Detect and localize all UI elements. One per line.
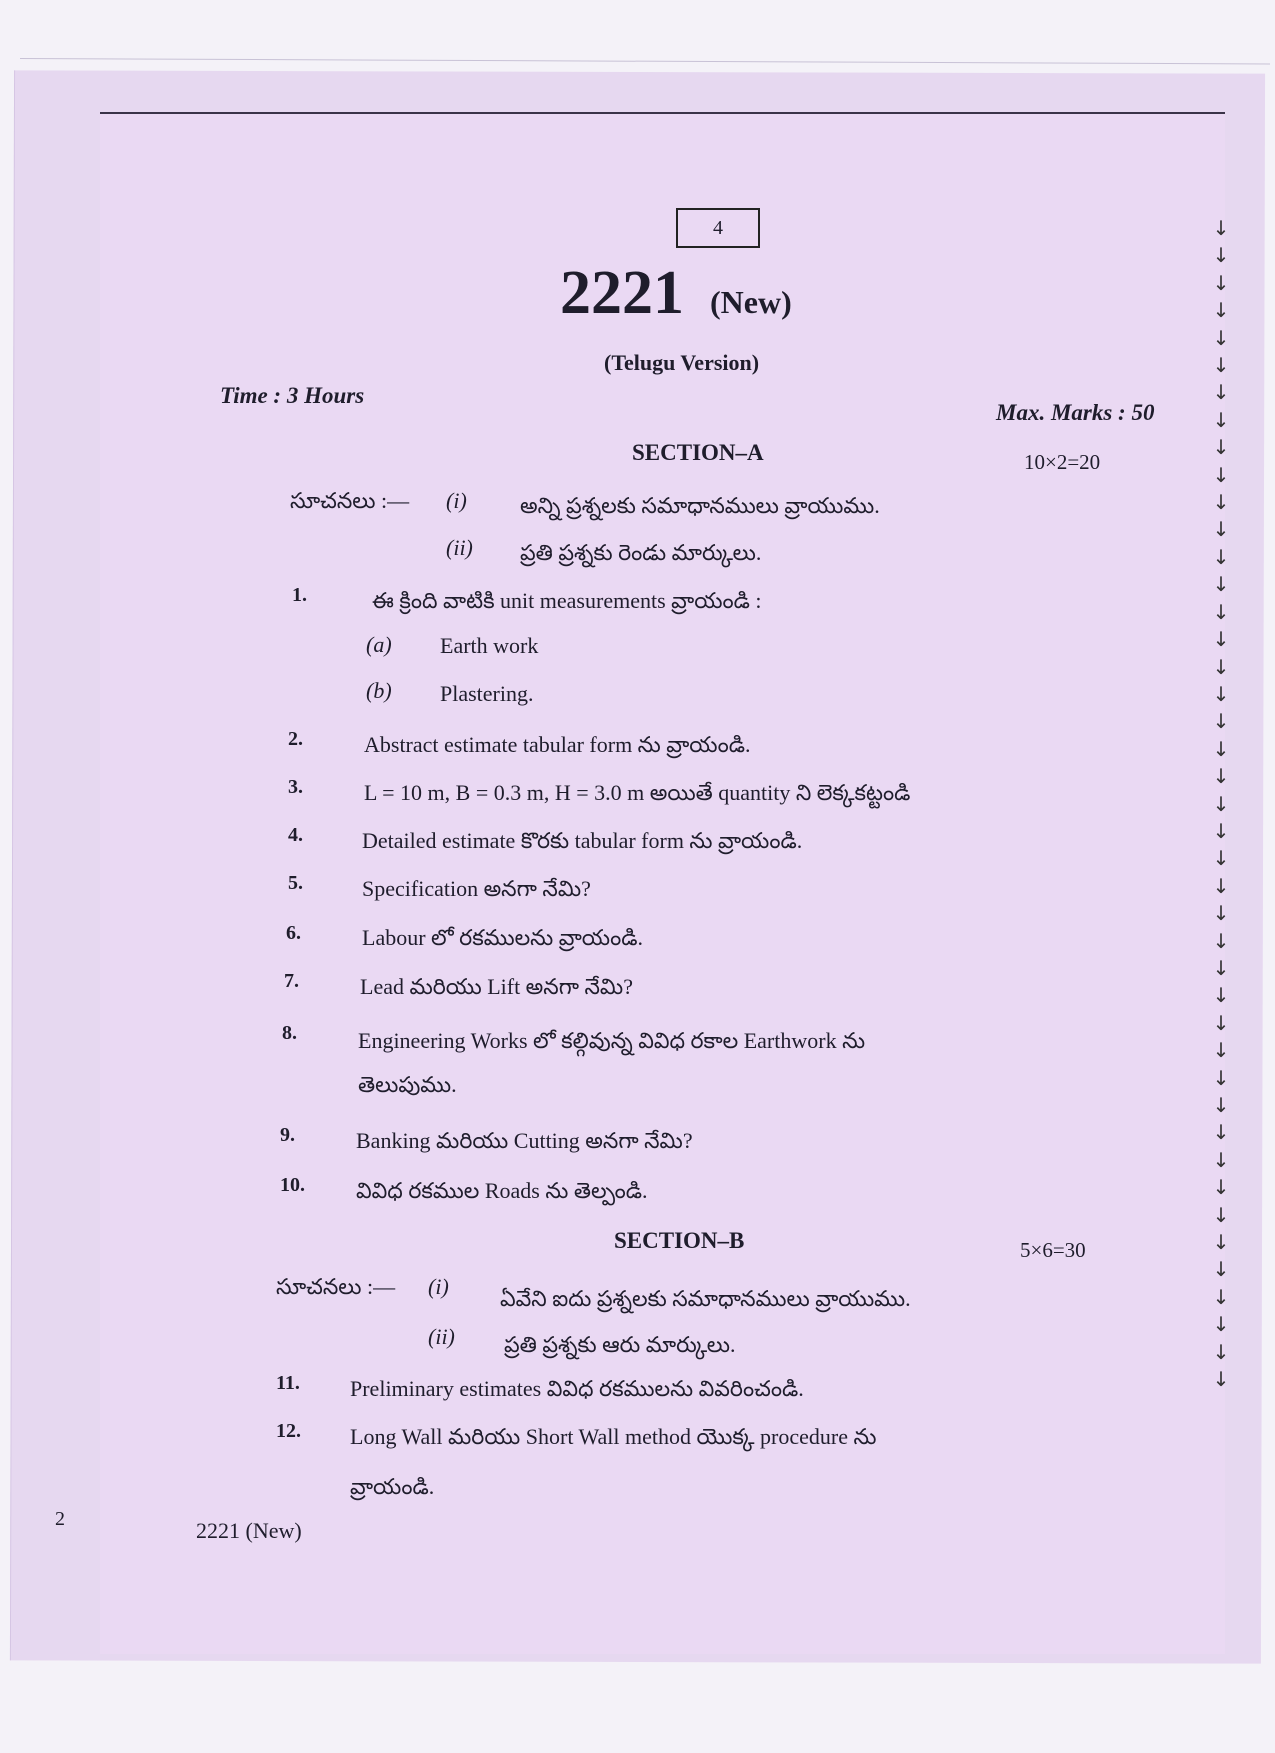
question-number: 6. — [286, 922, 301, 944]
down-arrow-icon: ↓ — [1212, 353, 1230, 378]
down-arrow-icon: ↓ — [1212, 846, 1230, 871]
instruction-text: అన్ని ప్రశ్నలకు సమాధానములు వ్రాయుము. — [520, 493, 880, 518]
question-text-continued: వ్రాయండి. — [350, 1474, 435, 1499]
question-text: Specification అనగా నేమి? — [362, 876, 591, 901]
down-arrow-icon: ↓ — [1212, 764, 1230, 789]
down-arrow-icon: ↓ — [1212, 407, 1230, 432]
time-label: Time : 3 Hours — [220, 383, 365, 408]
down-arrow-icon: ↓ — [1212, 216, 1230, 240]
question-text-continued: తెలుపుము. — [358, 1072, 457, 1097]
instruction-text: ప్రతి ప్రశ్నకు రెండు మార్కులు. — [520, 540, 762, 565]
scan-top-edge — [20, 58, 1270, 64]
down-arrow-icon: ↓ — [1212, 572, 1230, 597]
down-arrow-icon: ↓ — [1212, 983, 1230, 1008]
down-arrow-icon: ↓ — [1212, 270, 1230, 295]
question-number: 4. — [288, 824, 303, 846]
instruction-number: (ii) — [446, 535, 473, 560]
question-paper-page — [100, 112, 1225, 1654]
question-text: Detailed estimate కొరకు tabular form ను వ్రాయండి. — [362, 828, 803, 853]
down-arrow-icon: ↓ — [1212, 681, 1230, 706]
down-arrow-icon: ↓ — [1212, 517, 1230, 542]
down-arrow-icon: ↓ — [1212, 1175, 1230, 1200]
down-arrow-icon: ↓ — [1212, 736, 1230, 761]
down-arrow-icon: ↓ — [1212, 298, 1230, 323]
section-a-title: SECTION–A — [632, 440, 764, 465]
down-arrow-icon: ↓ — [1212, 709, 1230, 734]
paper-code: 2221 — [560, 259, 684, 327]
down-arrow-icon: ↓ — [1212, 544, 1230, 569]
footer-paper-code: 2221 (New) — [196, 1518, 302, 1543]
down-arrow-icon: ↓ — [1212, 654, 1230, 679]
down-arrow-icon: ↓ — [1212, 1257, 1230, 1282]
question-number: 5. — [288, 872, 303, 894]
instruction-text: ప్రతి ప్రశ్నకు ఆరు మార్కులు. — [504, 1332, 736, 1357]
down-arrow-icon: ↓ — [1212, 1339, 1230, 1364]
down-arrow-icon: ↓ — [1212, 435, 1230, 460]
question-number: 10. — [280, 1174, 305, 1196]
down-arrow-icon: ↓ — [1212, 1230, 1230, 1255]
version-label: (Telugu Version) — [604, 350, 760, 375]
question-text: L = 10 m, B = 0.3 m, H = 3.0 m అయితే quantity ని లెక్కకట్టండి — [364, 780, 911, 805]
down-arrow-icon: ↓ — [1212, 873, 1230, 898]
sub-question-number: (b) — [366, 678, 392, 703]
question-number: 3. — [288, 776, 303, 798]
question-text: Abstract estimate tabular form ను వ్రాయండి. — [364, 732, 751, 757]
section-b-marks: 5×6=30 — [1020, 1238, 1086, 1262]
down-arrow-icon: ↓ — [1212, 1202, 1230, 1227]
margin-arrow-column — [1210, 215, 1232, 1393]
instruction-text: ఏవేని ఐదు ప్రశ్నలకు సమాధానములు వ్రాయుము. — [500, 1286, 911, 1311]
question-number: 11. — [276, 1372, 300, 1394]
paper-code-suffix: (New) — [710, 284, 792, 320]
footer-page-number: 2 — [55, 1508, 65, 1530]
down-arrow-icon: ↓ — [1212, 1038, 1230, 1063]
down-arrow-icon: ↓ — [1212, 928, 1230, 953]
question-text: Banking మరియు Cutting అనగా నేమి? — [356, 1128, 693, 1153]
max-marks-label: Max. Marks : 50 — [996, 400, 1155, 425]
question-text: Preliminary estimates వివిధ రకములను వివరించండి. — [350, 1376, 804, 1401]
down-arrow-icon: ↓ — [1212, 1312, 1230, 1337]
instruction-number: (i) — [428, 1274, 449, 1299]
question-number: 1. — [292, 584, 307, 606]
down-arrow-icon: ↓ — [1212, 325, 1230, 350]
down-arrow-icon: ↓ — [1212, 243, 1230, 268]
down-arrow-icon: ↓ — [1212, 1284, 1230, 1309]
down-arrow-icon: ↓ — [1212, 818, 1230, 843]
question-text: వివిధ రకముల Roads ను తెల్పండి. — [356, 1178, 648, 1203]
down-arrow-icon: ↓ — [1212, 901, 1230, 926]
question-text: Engineering Works లో కల్గివున్న వివిధ రకాల Earthwork ను — [358, 1028, 866, 1053]
question-text: Long Wall మరియు Short Wall method యొక్క procedure ను — [350, 1424, 877, 1449]
sub-question-text: Earth work — [440, 633, 539, 658]
section-b-instruction-label: సూచనలు :— — [276, 1274, 396, 1299]
sub-question-number: (a) — [366, 632, 392, 657]
down-arrow-icon: ↓ — [1212, 791, 1230, 816]
down-arrow-icon: ↓ — [1212, 462, 1230, 487]
question-text: Lead మరియు Lift అనగా నేమి? — [360, 974, 633, 999]
down-arrow-icon: ↓ — [1212, 1367, 1230, 1392]
question-number: 7. — [284, 970, 299, 992]
question-number: 2. — [288, 728, 303, 750]
sub-question-text: Plastering. — [440, 681, 534, 706]
down-arrow-icon: ↓ — [1212, 627, 1230, 652]
section-a-marks: 10×2=20 — [1024, 450, 1101, 474]
down-arrow-icon: ↓ — [1212, 955, 1230, 980]
section-a-instruction-label: సూచనలు :— — [290, 488, 410, 513]
down-arrow-icon: ↓ — [1212, 490, 1230, 515]
down-arrow-icon: ↓ — [1212, 599, 1230, 624]
question-text: ఈ క్రింది వాటికి unit measurements వ్రాయండి : — [372, 588, 762, 613]
down-arrow-icon: ↓ — [1212, 1010, 1230, 1035]
instruction-number: (i) — [446, 488, 467, 513]
section-b-title: SECTION–B — [614, 1228, 745, 1253]
down-arrow-icon: ↓ — [1212, 1093, 1230, 1117]
page-box-number: 4 — [676, 208, 760, 248]
down-arrow-icon: ↓ — [1212, 380, 1230, 405]
down-arrow-icon: ↓ — [1212, 1120, 1230, 1145]
question-number: 9. — [280, 1124, 295, 1146]
instruction-number: (ii) — [428, 1324, 455, 1349]
question-number: 8. — [282, 1022, 297, 1044]
down-arrow-icon: ↓ — [1212, 1065, 1230, 1090]
question-text: Labour లో రకములను వ్రాయండి. — [362, 925, 644, 950]
question-number: 12. — [276, 1420, 301, 1442]
down-arrow-icon: ↓ — [1212, 1147, 1230, 1172]
